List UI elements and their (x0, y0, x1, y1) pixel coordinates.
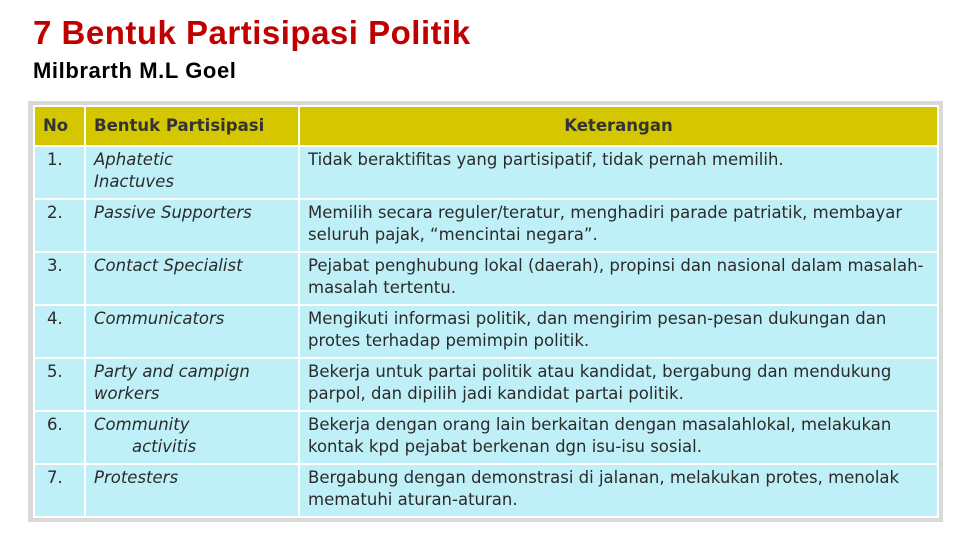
row-bentuk (86, 306, 298, 357)
table-header-row (35, 107, 937, 145)
header-no: No (35, 107, 84, 145)
bentuk-line: Aphatetic (94, 150, 174, 169)
row-bentuk (86, 465, 298, 516)
row-keterangan: Bekerja dengan orang lain berkaitan dengan masalahlokal, melakukan kontak kpd pejabat berkenan dgn isu-isu sosial. (300, 412, 937, 463)
row-number: 7. (35, 465, 84, 516)
slide-title: 7 Bentuk Partisipasi Politik (33, 14, 471, 51)
row-bentuk (86, 253, 298, 304)
row-number: 5. (35, 359, 84, 410)
row-keterangan: Mengikuti informasi politik, dan mengirim pesan-pesan dukungan dan protes terhadap pemimpin politik. (300, 306, 937, 357)
table-row (35, 412, 937, 463)
row-keterangan: Tidak beraktifitas yang partisipatif, tidak pernah memilih. (300, 147, 937, 198)
table-row (35, 306, 937, 357)
row-keterangan: Bekerja untuk partai politik atau kandidat, bergabung dan mendukung parpol, dan dipilih jadi kandidat partai politik. (300, 359, 937, 410)
bentuk-line: workers (94, 384, 160, 403)
participation-table (33, 105, 939, 518)
row-keterangan: Bergabung dengan demonstrasi di jalanan, melakukan protes, menolak mematuhi aturan-aturan. (300, 465, 937, 516)
bentuk-line: Protesters (94, 468, 179, 487)
header-keterangan: Keterangan (300, 107, 937, 145)
row-number: 3. (35, 253, 84, 304)
bentuk-line: activitis (132, 437, 197, 456)
table-row (35, 253, 937, 304)
bentuk-line: Community (94, 415, 190, 434)
row-bentuk (86, 147, 298, 198)
row-bentuk (86, 412, 298, 463)
bentuk-line: Passive Supporters (94, 203, 252, 222)
slide-subtitle: Milbrarth M.L Goel (33, 58, 237, 83)
row-number: 2. (35, 200, 84, 251)
row-bentuk (86, 359, 298, 410)
bentuk-line: Communicators (94, 309, 225, 328)
table-row (35, 147, 937, 198)
header-bentuk: Bentuk Partisipasi (86, 107, 298, 145)
bentuk-line: Contact Specialist (94, 256, 243, 275)
row-number: 4. (35, 306, 84, 357)
bentuk-line: Inactuves (94, 172, 174, 191)
row-keterangan: Memilih secara reguler/teratur, menghadiri parade patriatik, membayar seluruh pajak, “mencintai negara”. (300, 200, 937, 251)
table-row (35, 465, 937, 516)
row-number: 6. (35, 412, 84, 463)
row-bentuk (86, 200, 298, 251)
participation-table-frame (28, 101, 943, 522)
bentuk-line: Party and campign (94, 362, 250, 381)
row-number: 1. (35, 147, 84, 198)
table-row (35, 200, 937, 251)
row-keterangan: Pejabat penghubung lokal (daerah), propinsi dan nasional dalam masalah-masalah tertentu. (300, 253, 937, 304)
table-row (35, 359, 937, 410)
